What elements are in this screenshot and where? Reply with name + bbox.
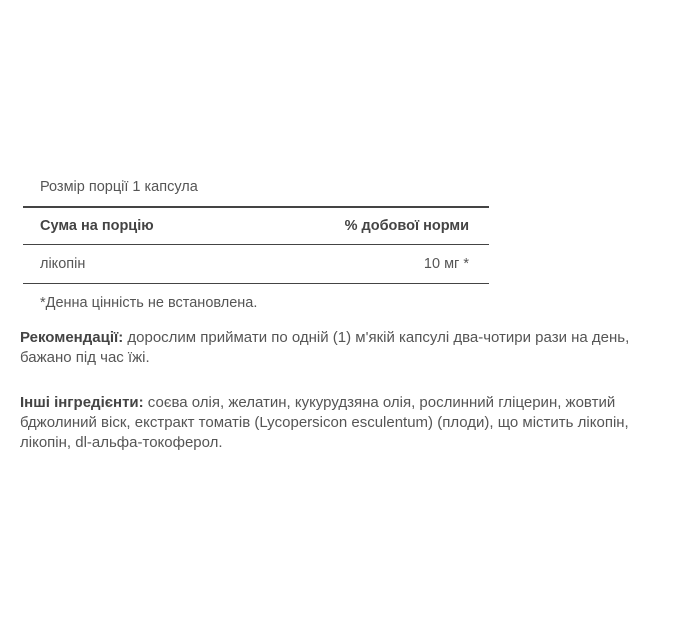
header-daily-value: % добової норми [344, 218, 469, 234]
footnote: *Денна цінність не встановлена. [40, 295, 258, 311]
recommendations-label: Рекомендації: [20, 329, 124, 346]
ingredients-text: соєва олія, желатин, кукурудзяна олія, рослинний гліцерин, жовтий бджолиний віск, екстракт томатів (Lycopersicon esculentum) (плоди), що містить лікопін, лікопін, dl-альфа-токоферол. [20, 394, 629, 451]
ingredient-amount: 10 мг * [423, 256, 469, 272]
table-header-row [23, 206, 489, 244]
recommendations-text: дорослим приймати по одній (1) м'якій капсулі два-чотири рази на день, бажано під час їжі. [20, 329, 630, 366]
serving-size: Розмір порції 1 капсула [40, 179, 198, 195]
serving-size-row [23, 168, 489, 206]
supplement-facts-table [23, 168, 489, 322]
table-row [23, 244, 489, 284]
recommendations-paragraph [20, 328, 660, 368]
ingredient-name: лікопін [40, 256, 86, 272]
ingredients-paragraph [20, 393, 660, 453]
header-amount: Сума на порцію [40, 218, 154, 234]
ingredients-label: Інші інгредієнти: [20, 394, 144, 411]
footnote-row [23, 284, 489, 322]
